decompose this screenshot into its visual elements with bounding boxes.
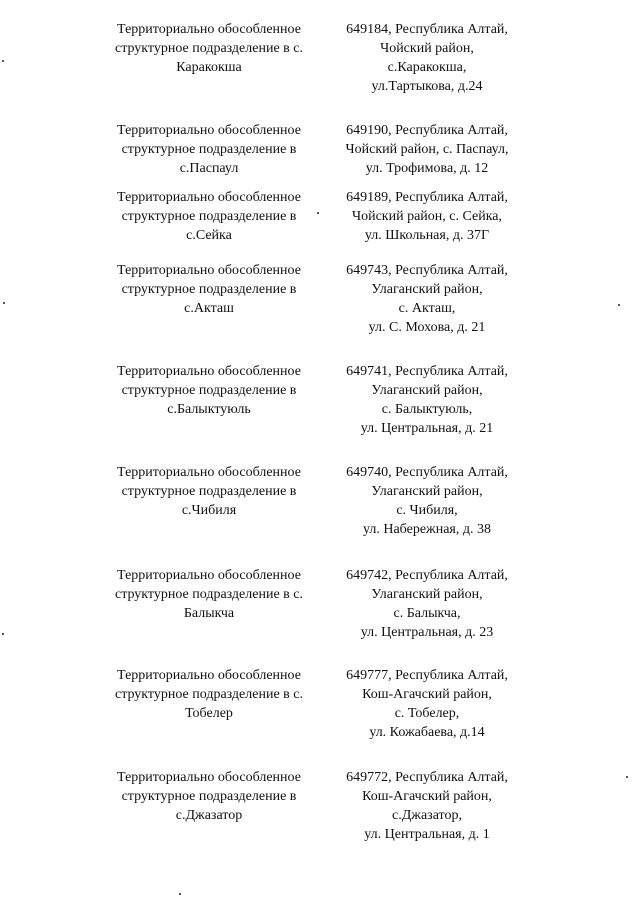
- subdivision-address: [322, 666, 532, 742]
- text-line: Чойский район,: [380, 41, 474, 56]
- text-line: Территориально обособленное: [117, 568, 301, 583]
- text-line: 649190, Республика Алтай,: [346, 123, 508, 138]
- scan-speck: [626, 776, 628, 778]
- text-line: с. Тобелер,: [394, 706, 460, 721]
- text-line: с.Балыктуюль: [167, 402, 251, 417]
- subdivision-name: [104, 261, 314, 318]
- subdivision-name: [104, 768, 314, 825]
- text-line: Кош-Агачский район,: [362, 789, 492, 804]
- text-line: с. Балыкча,: [393, 606, 461, 621]
- text-line: 649742, Республика Алтай,: [346, 568, 508, 583]
- text-line: с.Джазатор,: [392, 808, 462, 823]
- text-line: с.Джазатор: [175, 808, 243, 823]
- text-line: с.Каракокша,: [387, 60, 467, 75]
- text-line: 649184, Республика Алтай,: [346, 22, 508, 37]
- text-line: 649777, Республика Алтай,: [346, 668, 508, 683]
- scan-speck: [317, 212, 319, 214]
- text-line: структурное подразделение в с.: [114, 41, 303, 56]
- scan-speck: [3, 302, 5, 304]
- subdivision-name: [104, 20, 314, 77]
- text-line: Улаганский район,: [371, 484, 483, 499]
- text-line: ул. Центральная, д. 21: [360, 421, 494, 436]
- text-line: Каракокша: [176, 60, 242, 75]
- text-line: 649741, Республика Алтай,: [346, 364, 508, 379]
- text-line: структурное подразделение в: [121, 142, 297, 157]
- text-line: структурное подразделение в: [121, 789, 297, 804]
- text-line: с. Чибиля,: [396, 503, 458, 518]
- subdivision-name: [104, 463, 314, 520]
- text-line: структурное подразделение в: [121, 209, 297, 224]
- text-line: ул. Набережная, д. 38: [362, 522, 491, 537]
- subdivision-name: [104, 666, 314, 723]
- text-line: Тобелер: [185, 706, 233, 721]
- text-line: Территориально обособленное: [117, 770, 301, 785]
- subdivision-address: [322, 362, 532, 438]
- text-line: ул. Центральная, д. 1: [364, 827, 490, 842]
- text-line: с.Паспаул: [179, 161, 239, 176]
- text-line: структурное подразделение в с.: [114, 587, 303, 602]
- text-line: 649743, Республика Алтай,: [346, 263, 508, 278]
- text-line: с.Чибиля: [181, 503, 237, 518]
- subdivision-address: [322, 20, 532, 96]
- scan-speck: [618, 304, 620, 306]
- text-line: Улаганский район,: [371, 282, 483, 297]
- text-line: ул. Школьная, д. 37Г: [364, 228, 490, 243]
- scan-speck: [2, 60, 4, 62]
- text-line: 649740, Республика Алтай,: [346, 465, 508, 480]
- text-line: ул. Трофимова, д. 12: [365, 161, 489, 176]
- subdivision-address: [322, 261, 532, 337]
- scan-speck: [179, 893, 181, 895]
- text-line: структурное подразделение в: [121, 484, 297, 499]
- subdivision-name: [104, 566, 314, 623]
- text-line: с.Акташ: [184, 301, 234, 316]
- text-line: структурное подразделение в с.: [114, 687, 303, 702]
- text-line: с.Сейка: [186, 228, 232, 243]
- text-line: с. Балыктуюль,: [381, 402, 473, 417]
- text-line: Улаганский район,: [371, 587, 483, 602]
- text-line: Территориально обособленное: [117, 123, 301, 138]
- text-line: с. Акташ,: [398, 301, 456, 316]
- text-line: 649772, Республика Алтай,: [346, 770, 508, 785]
- text-line: Территориально обособленное: [117, 22, 301, 37]
- text-line: Чойский район, с. Сейка,: [351, 209, 503, 224]
- text-line: Территориально обособленное: [117, 364, 301, 379]
- text-line: ул.Тартыкова, д.24: [371, 79, 483, 94]
- text-line: Территориально обособленное: [117, 668, 301, 683]
- text-line: Чойский район, с. Паспаул,: [345, 142, 509, 157]
- subdivision-address: [322, 768, 532, 844]
- text-line: структурное подразделение в: [121, 282, 297, 297]
- scan-speck: [2, 633, 4, 635]
- text-line: Территориально обособленное: [117, 263, 301, 278]
- text-line: ул. Центральная, д. 23: [360, 625, 494, 640]
- text-line: ул. Кожабаева, д.14: [369, 725, 485, 740]
- subdivision-address: [322, 121, 532, 178]
- subdivision-address: [322, 188, 532, 245]
- subdivision-address: [322, 463, 532, 539]
- text-line: Кош-Агачский район,: [362, 687, 492, 702]
- subdivision-name: [104, 188, 314, 245]
- text-line: ул. С. Мохова, д. 21: [368, 320, 486, 335]
- subdivision-address: [322, 566, 532, 642]
- text-line: Балыкча: [183, 606, 235, 621]
- text-line: Территориально обособленное: [117, 190, 301, 205]
- subdivision-name: [104, 362, 314, 419]
- text-line: Территориально обособленное: [117, 465, 301, 480]
- text-line: 649189, Республика Алтай,: [346, 190, 508, 205]
- text-line: Улаганский район,: [371, 383, 483, 398]
- subdivision-name: [104, 121, 314, 178]
- text-line: структурное подразделение в: [121, 383, 297, 398]
